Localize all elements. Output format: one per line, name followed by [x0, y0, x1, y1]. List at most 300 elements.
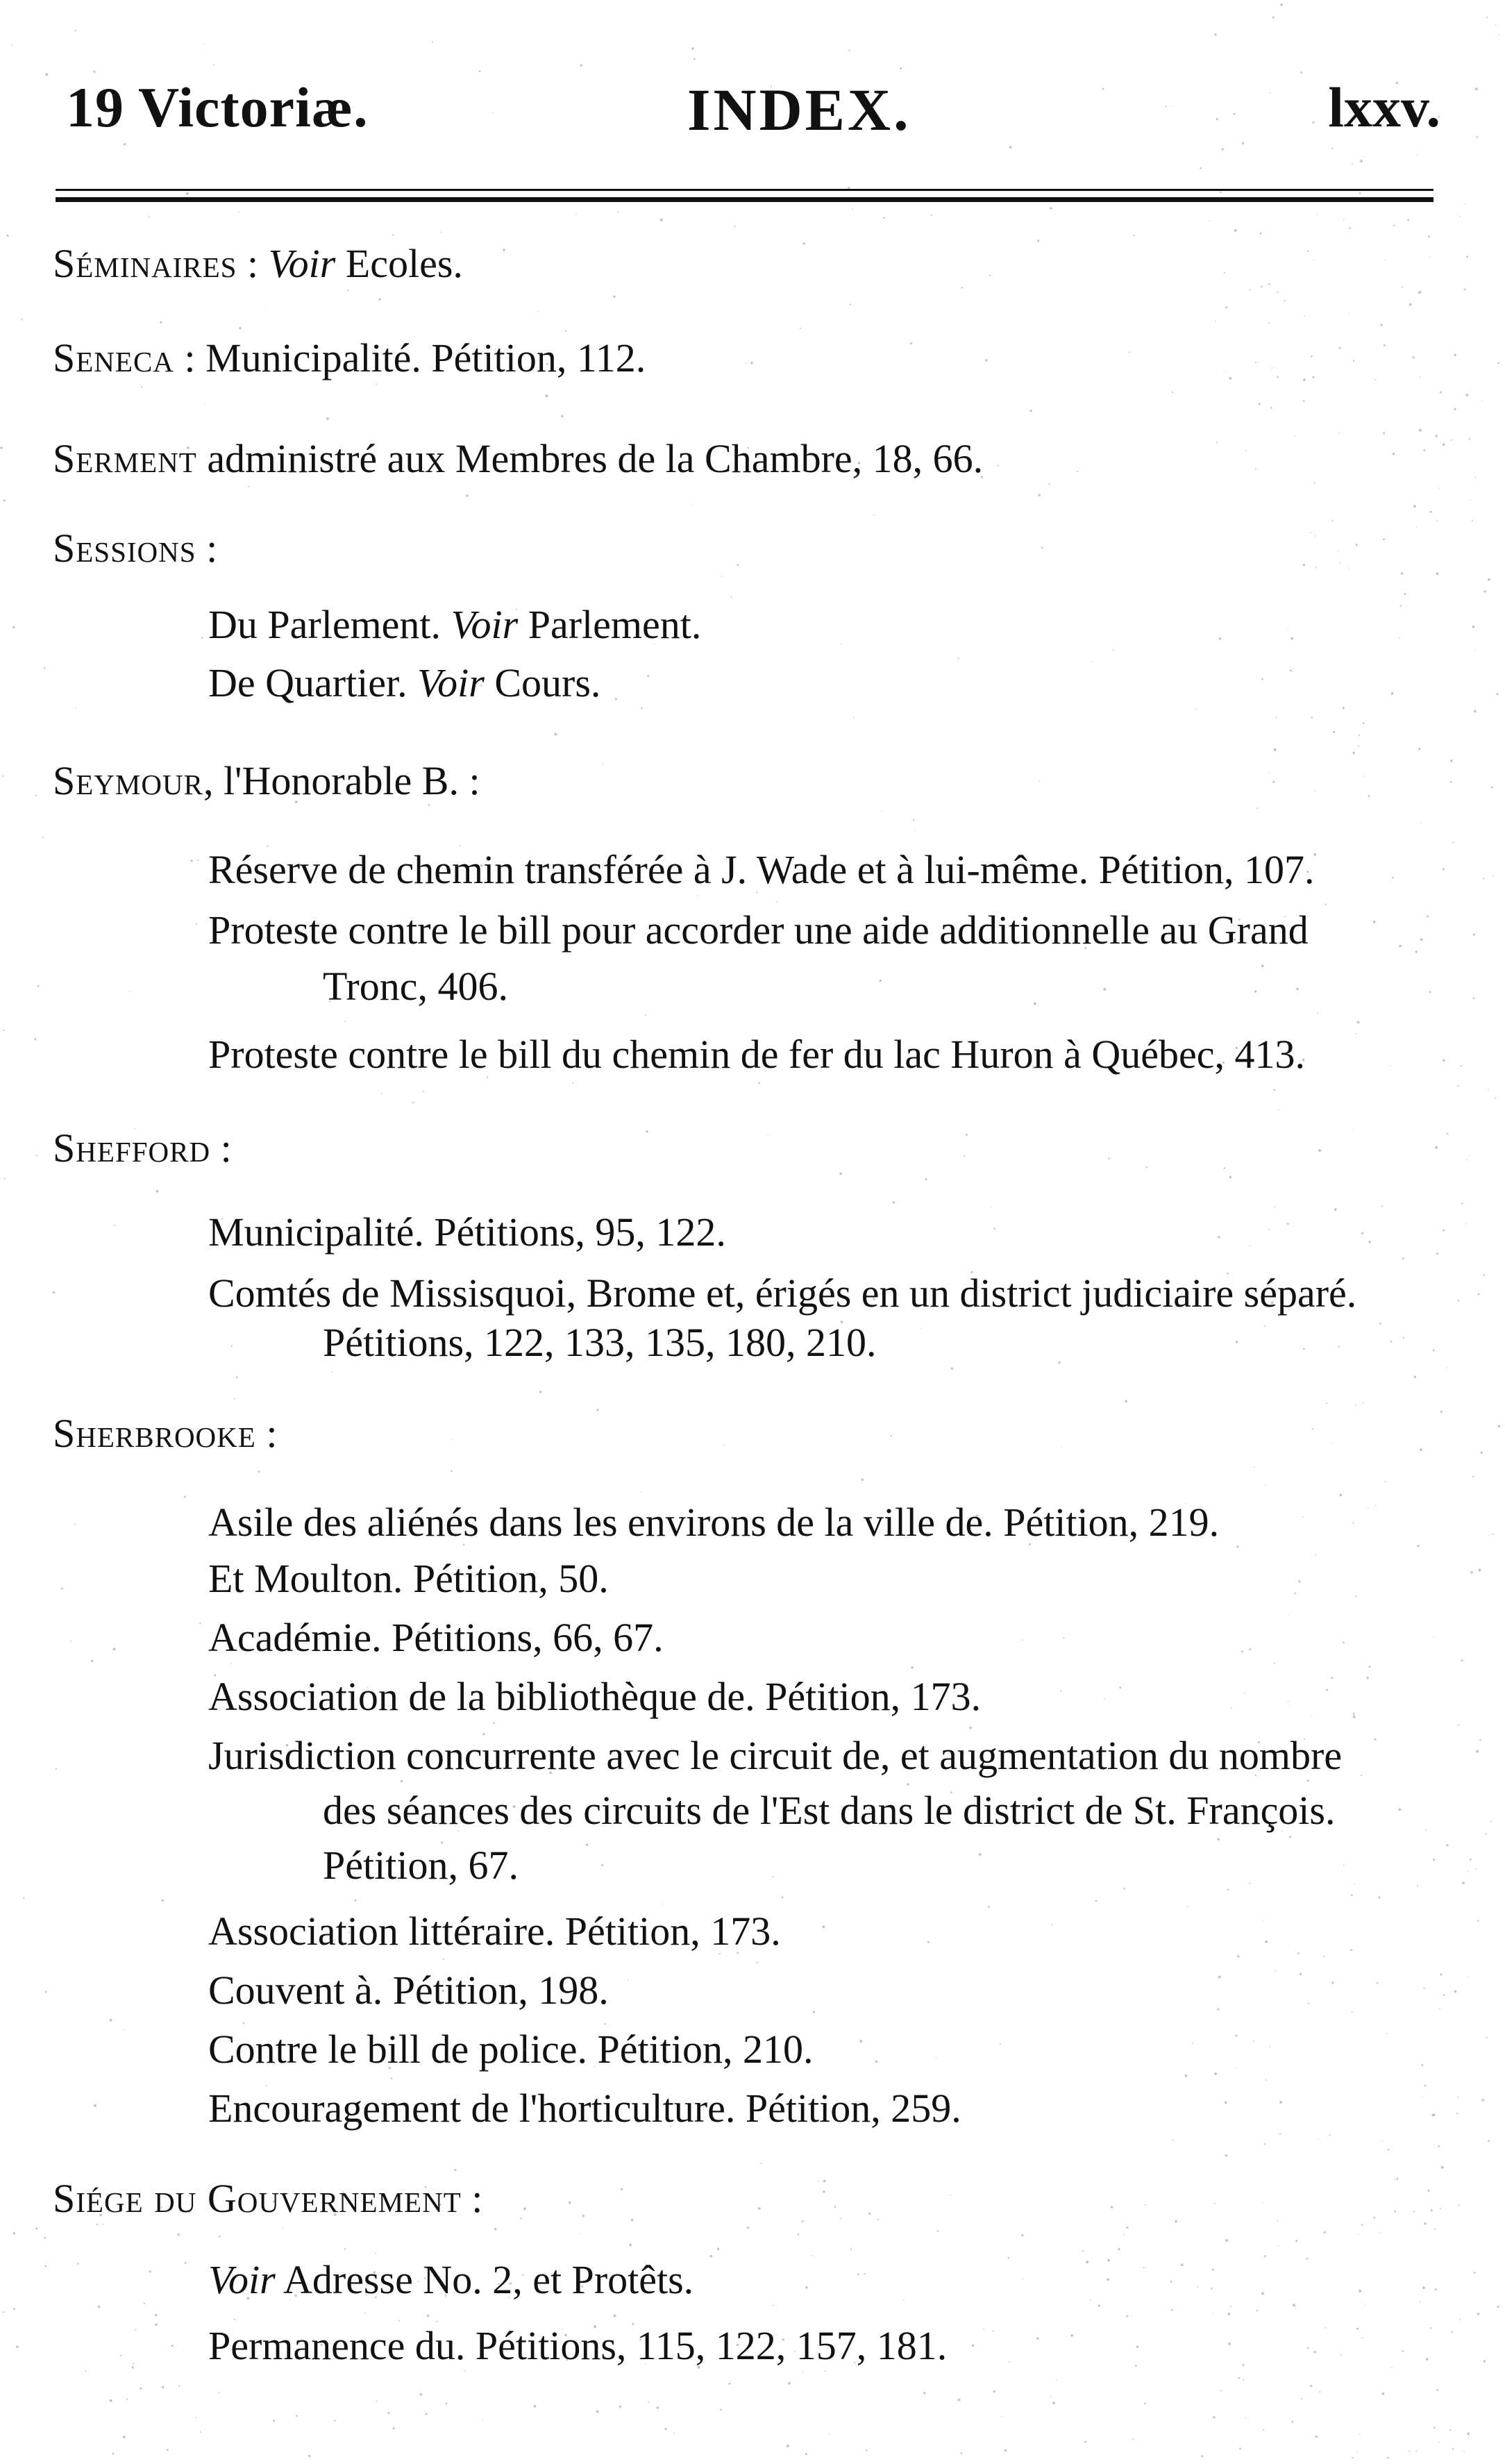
speckle — [1417, 1545, 1419, 1547]
speckle — [1340, 2354, 1342, 2356]
speckle — [1239, 2448, 1241, 2450]
speckle — [1261, 964, 1264, 967]
speckle — [1060, 1690, 1061, 1691]
speckle — [354, 1900, 356, 1902]
speckle — [734, 226, 735, 227]
speckle — [1427, 2190, 1429, 2192]
speckle — [1288, 1701, 1289, 1702]
speckle — [1086, 2261, 1088, 2263]
speckle — [1109, 1157, 1110, 1159]
speckle — [1241, 1650, 1243, 1652]
speckle — [1392, 877, 1394, 879]
speckle — [1061, 1447, 1062, 1448]
speckle — [1255, 362, 1256, 363]
speckle — [199, 1623, 201, 1624]
speckle — [1435, 435, 1438, 437]
speckle — [1477, 136, 1479, 138]
speckle — [802, 2372, 803, 2373]
speckle — [3, 1030, 4, 1031]
speckle — [392, 234, 394, 235]
speckle — [1456, 2113, 1458, 2114]
speckle — [937, 2230, 939, 2232]
speckle — [631, 2219, 634, 2222]
speckle — [1271, 368, 1272, 369]
speckle — [2, 776, 3, 777]
speckle — [1280, 3, 1283, 6]
speckle — [1463, 2451, 1464, 2452]
speckle — [1126, 2227, 1128, 2229]
speckle — [378, 298, 380, 300]
speckle — [1491, 787, 1493, 789]
speckle — [1462, 1881, 1465, 1884]
speckle — [1187, 1906, 1188, 1907]
speckle — [931, 215, 932, 216]
subentry: Encouragement de l'horticulture. Pétition, 259. — [208, 2086, 961, 2131]
speckle — [788, 2382, 791, 2385]
speckle — [1126, 2315, 1128, 2318]
speckle — [1401, 573, 1403, 575]
speckle — [1123, 2234, 1124, 2235]
speckle — [1356, 544, 1358, 546]
speckle — [1379, 1323, 1381, 1325]
speckle — [1293, 2304, 1295, 2306]
speckle — [1433, 2113, 1435, 2115]
speckle — [605, 2023, 606, 2025]
speckle — [1443, 1230, 1445, 1232]
speckle — [93, 71, 95, 73]
entry-seminaires — [53, 242, 463, 286]
speckle — [596, 1409, 598, 1411]
speckle — [787, 2445, 789, 2447]
speckle — [1215, 321, 1216, 322]
speckle — [1228, 2343, 1231, 2345]
speckle — [1443, 1059, 1445, 1062]
speckle — [1360, 160, 1363, 162]
speckle — [1485, 1833, 1486, 1834]
speckle — [1300, 72, 1302, 74]
speckle — [1383, 433, 1385, 435]
speckle — [1264, 1325, 1266, 1327]
speckle — [1123, 1888, 1125, 1890]
speckle — [648, 2402, 650, 2403]
speckle — [1449, 2429, 1451, 2431]
speckle — [1413, 505, 1416, 508]
subentry: Asile des aliénés dans les environs de la ville de. Pétition, 219. — [208, 1500, 1220, 1545]
speckle — [249, 486, 250, 487]
speckle — [1440, 1411, 1443, 1413]
speckle — [629, 2244, 632, 2247]
speckle — [586, 1844, 588, 1846]
speckle — [466, 494, 468, 496]
speckle — [1312, 376, 1314, 378]
speckle — [171, 2345, 174, 2347]
speckle — [326, 417, 329, 420]
speckle — [1356, 2328, 1359, 2330]
speckle — [1393, 225, 1395, 226]
speckle — [1438, 2442, 1440, 2443]
speckle — [1352, 2011, 1353, 2013]
speckle — [1229, 377, 1231, 380]
speckle — [1440, 2208, 1441, 2209]
speckle — [958, 2399, 961, 2402]
speckle — [561, 415, 564, 418]
speckle — [1063, 1637, 1064, 1639]
speckle — [864, 2273, 865, 2274]
speckle — [44, 2237, 46, 2239]
entry-heading: Seneca — [53, 335, 174, 380]
speckle — [1394, 2211, 1396, 2213]
speckle — [1225, 2239, 1228, 2242]
speckle — [1473, 998, 1475, 1000]
speckle — [1359, 2290, 1361, 2293]
speckle — [1261, 2292, 1264, 2295]
speckle — [582, 2215, 585, 2217]
speckle — [1454, 408, 1456, 410]
speckle — [1296, 988, 1299, 991]
speckle — [482, 2419, 483, 2420]
speckle — [1294, 1593, 1296, 1595]
speckle — [460, 845, 461, 846]
entry-heading: Siége du Gouvernement — [53, 2176, 462, 2221]
speckle — [503, 249, 505, 251]
speckle — [580, 64, 582, 66]
speckle — [1272, 781, 1275, 783]
speckle — [1289, 1836, 1291, 1838]
speckle — [1363, 723, 1365, 725]
speckle — [1426, 1829, 1427, 1831]
speckle — [184, 1495, 186, 1498]
entry-text: administré aux Membres de la Chambre, 18, 66. — [196, 436, 984, 481]
speckle — [1256, 2310, 1258, 2311]
speckle — [1236, 1341, 1238, 1343]
speckle — [1243, 2364, 1245, 2366]
speckle — [1265, 1485, 1266, 1486]
speckle — [951, 1368, 953, 1370]
speckle — [1359, 2434, 1360, 2435]
speckle — [1287, 1223, 1289, 1225]
voir-label: Voir — [268, 241, 336, 286]
speckle — [1038, 494, 1040, 496]
speckle — [602, 763, 603, 764]
speckle — [1361, 2224, 1363, 2226]
entry-sherbrooke — [53, 1411, 277, 1456]
speckle — [1426, 2358, 1429, 2361]
speckle — [1352, 2457, 1353, 2458]
speckle — [1443, 443, 1445, 446]
speckle — [1415, 950, 1418, 953]
speckle — [760, 2163, 762, 2164]
speckle — [1144, 2403, 1146, 2405]
speckle — [1217, 2009, 1219, 2011]
speckle — [1375, 1505, 1377, 1507]
speckle — [1303, 378, 1306, 381]
speckle — [1235, 2035, 1237, 2037]
speckle — [1361, 1775, 1362, 1776]
speckle — [1325, 904, 1327, 905]
speckle — [398, 2320, 400, 2322]
speckle — [1464, 288, 1466, 290]
speckle — [1250, 290, 1251, 291]
speckle — [1311, 716, 1312, 718]
speckle — [213, 65, 215, 66]
speckle — [1172, 2140, 1173, 2141]
speckle — [1399, 1808, 1402, 1811]
speckle — [1104, 1699, 1105, 1700]
speckle — [1301, 2398, 1302, 2399]
speckle — [1417, 1885, 1418, 1886]
speckle — [1465, 394, 1468, 396]
speckle — [1461, 1659, 1463, 1661]
speckle — [1419, 429, 1422, 432]
speckle — [155, 2314, 157, 2316]
speckle — [149, 216, 150, 217]
speckle — [1275, 716, 1277, 718]
entry-text: , l'Honorable B. : — [203, 758, 480, 803]
speckle — [1433, 1636, 1435, 1638]
speckle — [1298, 1580, 1300, 1582]
speckle — [834, 2206, 836, 2208]
speckle — [822, 1925, 825, 1928]
speckle — [1383, 538, 1385, 540]
speckle — [133, 2363, 134, 2365]
speckle — [231, 1345, 233, 1346]
speckle — [1224, 371, 1225, 372]
subentry — [208, 2258, 693, 2302]
speckle — [989, 275, 991, 276]
speckle — [645, 1014, 646, 1016]
speckle — [1433, 1859, 1435, 1861]
voir-label: Voir — [451, 602, 519, 647]
speckle — [1352, 751, 1354, 753]
speckle — [875, 2061, 878, 2063]
speckle — [197, 860, 199, 861]
speckle — [1315, 567, 1317, 568]
speckle — [852, 208, 853, 210]
speckle — [1262, 2202, 1263, 2203]
speckle — [1374, 2217, 1376, 2219]
speckle — [1378, 1897, 1380, 1899]
speckle — [1332, 1443, 1333, 1444]
speckle — [958, 657, 959, 659]
speckle — [691, 47, 694, 50]
speckle — [1084, 2441, 1086, 2443]
speckle — [1391, 692, 1394, 695]
speckle — [729, 2383, 731, 2385]
subentry: Proteste contre le bill pour accorder une aide additionnelle au Grand — [208, 907, 1309, 953]
speckle — [419, 2393, 422, 2396]
speckle — [1274, 1662, 1275, 1663]
speckle — [1195, 708, 1197, 710]
speckle — [1431, 2209, 1433, 2211]
speckle — [572, 1082, 573, 1084]
speckle — [375, 2253, 376, 2254]
speckle — [129, 991, 131, 992]
entry-heading: Sessions — [53, 526, 196, 571]
speckle — [823, 2190, 825, 2193]
speckle — [1256, 807, 1258, 809]
speckle — [1368, 795, 1370, 797]
speckle — [1483, 1274, 1485, 1275]
speckle — [35, 2227, 37, 2229]
speckle — [1236, 1545, 1238, 1548]
speckle — [1443, 869, 1445, 871]
speckle — [135, 2329, 136, 2330]
speckle — [1295, 2240, 1297, 2242]
speckle — [1214, 2203, 1216, 2204]
speckle — [156, 1190, 159, 1193]
speckle — [1279, 2134, 1281, 2135]
speckle — [141, 386, 142, 387]
speckle — [1497, 2306, 1499, 2308]
subentry: Municipalité. Pétitions, 95, 122. — [208, 1209, 726, 1255]
speckle — [601, 1864, 603, 1866]
speckle — [1308, 2003, 1309, 2004]
speckle — [1407, 219, 1409, 221]
speckle — [1423, 1988, 1424, 1989]
speckle — [927, 1941, 930, 1943]
speckle — [1058, 1361, 1061, 1364]
speckle — [1230, 2306, 1231, 2307]
speckle — [1349, 227, 1351, 229]
speckle — [1234, 229, 1237, 232]
speckle — [75, 708, 76, 710]
speckle — [1209, 220, 1210, 221]
speckle — [1387, 2457, 1389, 2459]
speckle — [1473, 933, 1475, 935]
voir-label: Voir — [417, 660, 485, 705]
speckle — [773, 2305, 774, 2306]
speckle — [0, 446, 2, 449]
speckle — [890, 1435, 891, 1436]
speckle — [1277, 292, 1278, 293]
speckle — [1218, 1236, 1220, 1238]
speckle — [70, 1641, 72, 1642]
speckle — [23, 1897, 24, 1898]
speckle — [1496, 693, 1498, 695]
speckle — [1300, 1973, 1302, 1975]
speckle — [1056, 2379, 1057, 2380]
speckle — [1213, 2416, 1215, 2418]
speckle — [1481, 2099, 1484, 2102]
speckle — [1393, 453, 1395, 455]
speckle — [1339, 562, 1340, 564]
speckle — [907, 1783, 909, 1785]
speckle — [1303, 1348, 1305, 1350]
speckle — [1132, 2438, 1134, 2440]
speckle — [110, 2019, 112, 2022]
speckle — [1483, 2360, 1486, 2363]
speckle — [1253, 2040, 1254, 2042]
speckle — [1459, 2319, 1461, 2320]
speckle — [539, 1391, 542, 1393]
speckle — [646, 1130, 648, 1133]
speckle — [857, 2274, 859, 2276]
speckle — [664, 2428, 666, 2430]
speckle — [746, 362, 747, 364]
speckle — [230, 1663, 232, 1664]
speckle — [1483, 878, 1484, 879]
speckle — [1225, 306, 1227, 308]
speckle — [120, 2355, 121, 2356]
speckle — [1310, 533, 1311, 534]
speckle — [140, 2388, 142, 2390]
speckle — [1457, 2097, 1458, 2098]
speckle — [1390, 1341, 1393, 1343]
speckle — [334, 2420, 336, 2422]
speckle — [840, 2218, 841, 2220]
speckle — [802, 242, 805, 244]
speckle — [1037, 240, 1039, 242]
speckle — [13, 2308, 15, 2310]
speckle — [1413, 2211, 1415, 2212]
speckle — [1359, 735, 1360, 736]
speckle — [1353, 1522, 1354, 1523]
speckle — [1388, 2149, 1389, 2150]
speckle — [1374, 379, 1376, 380]
speckle — [1294, 435, 1295, 437]
speckle — [1181, 2263, 1184, 2266]
speckle — [1386, 2033, 1387, 2034]
speckle — [425, 2413, 427, 2415]
speckle — [35, 795, 37, 796]
speckle — [1436, 1252, 1438, 1255]
speckle — [1118, 2248, 1120, 2250]
speckle — [234, 1398, 235, 1400]
speckle — [800, 328, 801, 329]
speckle — [1119, 1686, 1121, 1688]
speckle — [1380, 2232, 1381, 2233]
speckle — [1275, 1206, 1276, 1207]
speckle — [423, 1091, 424, 1092]
entry-separator: : — [210, 1125, 232, 1171]
speckle — [1470, 1859, 1472, 1861]
voir-label: Voir — [208, 2257, 276, 2302]
speckle — [1318, 2138, 1319, 2140]
speckle — [1291, 2422, 1293, 2424]
speckle — [1403, 1337, 1404, 1339]
speckle — [1217, 1838, 1220, 1841]
speckle — [185, 2262, 187, 2264]
speckle — [802, 2220, 804, 2222]
entry-text: Municipalité. Pétition, 112. — [205, 335, 646, 380]
speckle — [823, 2179, 826, 2182]
speckle — [1470, 1571, 1473, 1574]
speckle — [1098, 2304, 1100, 2306]
speckle — [1331, 1677, 1333, 1679]
speckle — [614, 2315, 616, 2318]
speckle — [12, 626, 15, 628]
speckle — [493, 1722, 495, 1724]
speckle — [1498, 1425, 1501, 1427]
speckle — [1483, 590, 1486, 592]
speckle — [1399, 945, 1402, 948]
speckle — [22, 319, 23, 320]
speckle — [440, 232, 442, 233]
speckle — [1436, 520, 1437, 521]
header-rule-thick — [56, 197, 1433, 202]
speckle — [900, 67, 902, 69]
speckle — [1380, 324, 1382, 326]
speckle — [1171, 2309, 1173, 2311]
speckle — [1274, 1089, 1276, 1091]
speckle — [660, 219, 663, 221]
speckle — [910, 342, 912, 344]
speckle — [1458, 1085, 1459, 1087]
speckle — [428, 804, 430, 806]
speckle — [1349, 568, 1350, 569]
speckle — [1319, 2391, 1320, 2392]
speckle — [920, 1327, 921, 1328]
